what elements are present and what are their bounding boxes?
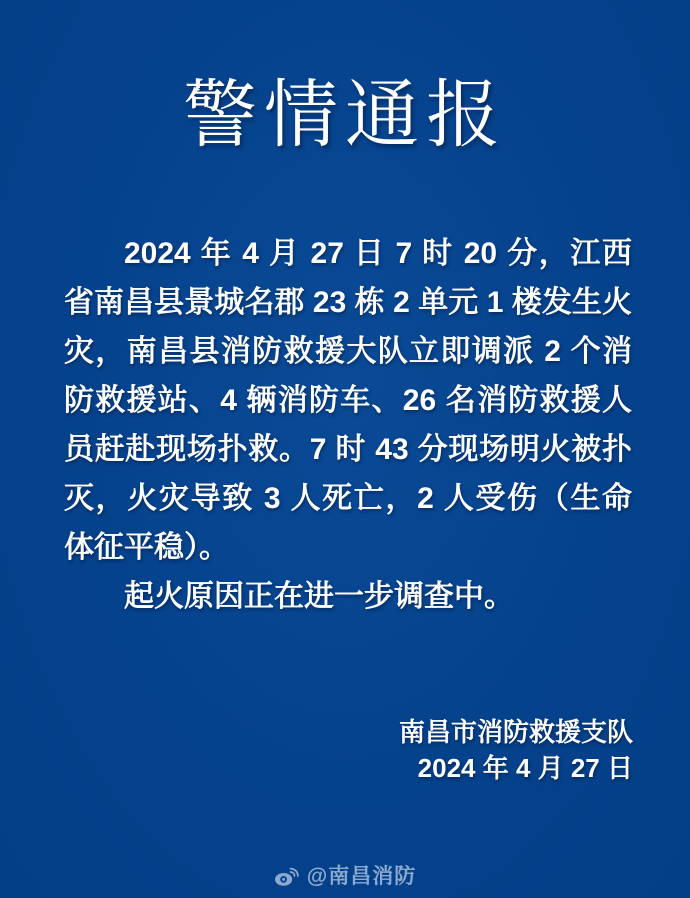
signature-date: 2024 年 4 月 27 日 — [417, 753, 633, 783]
notice-title: 警情通报 — [183, 72, 507, 158]
weibo-icon — [274, 863, 300, 887]
weibo-handle: @南昌消防 — [306, 865, 417, 888]
notice-paragraph-incident: 2024 年 4 月 27 日 7 时 20 分，江西省南昌县景城名郡 23 栋 2 单元 1 楼发生火灾，南昌县消防救援大队立即调派 2 个消防救援站、4 辆消防车、26 名消防救援人员赶赴现场扑救。7 时 43 分现场明火被扑灭，火灾导致 3 人死亡，2 人受伤（生命体征平稳）。 — [64, 237, 632, 564]
signature-block — [399, 714, 633, 786]
weibo-watermark — [0, 860, 690, 890]
signature-org: 南昌市消防救援支队 — [398, 717, 633, 747]
notice-paragraph-investigation: 起火原因正在进一步调查中。 — [124, 580, 514, 613]
notice-body — [64, 229, 632, 621]
